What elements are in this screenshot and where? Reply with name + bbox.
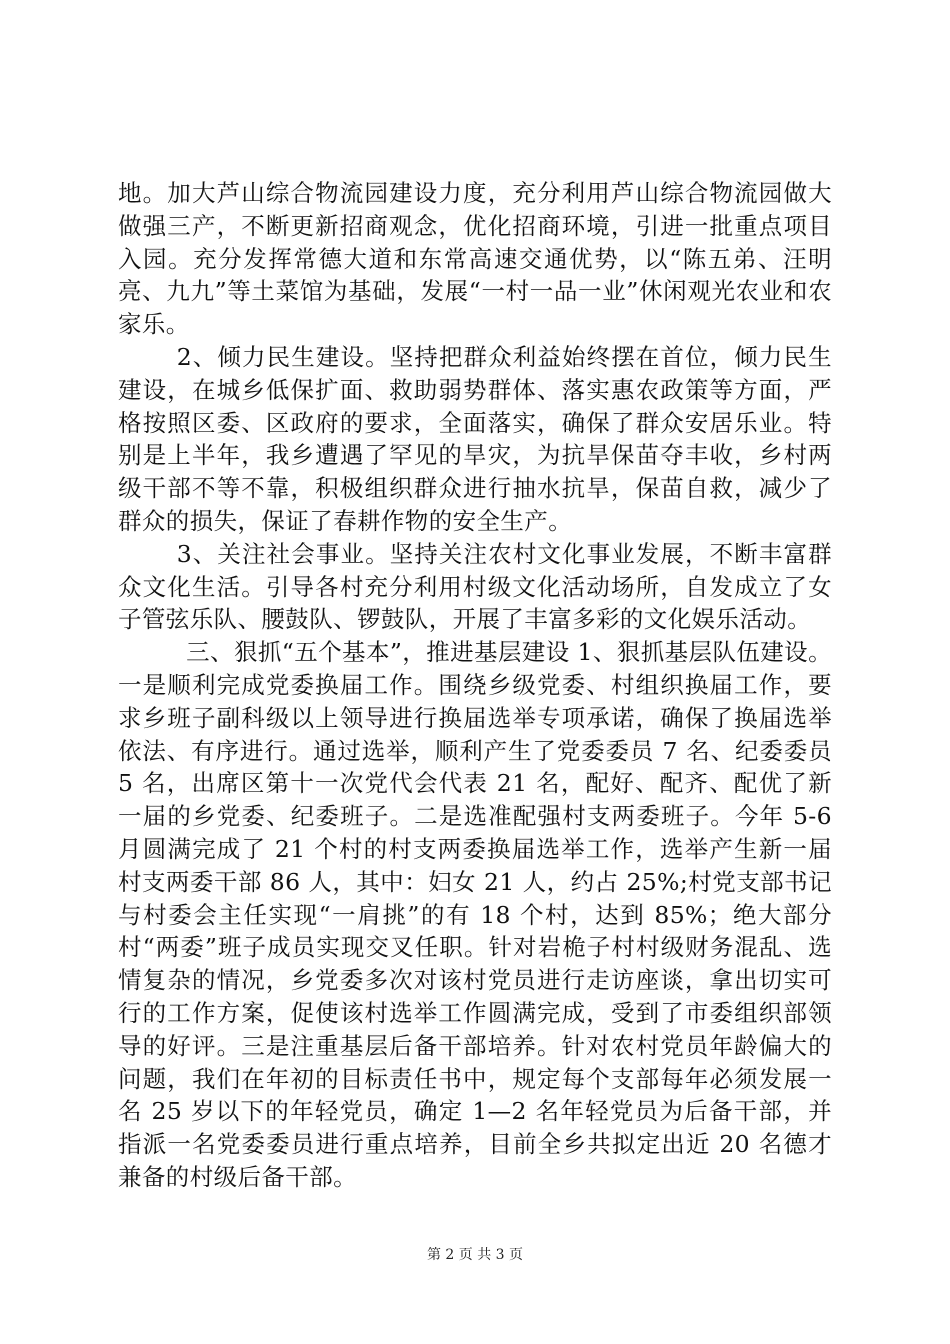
paragraph-continuation: 地。加大芦山综合物流园建设力度，充分利用芦山综合物流园做大做强三产，不断更新招商观念，优化招商环境，引进一批重点项目入园。充分发挥常德大道和东常高速交通优势，以“陈五弟、汪明亮、九九”等土菜馆为基础，发展“一村一品一业”休闲观光农业和农家乐。 [118, 179, 832, 339]
page-footer [0, 1246, 950, 1264]
paragraph-social-affairs: 3、关注社会事业。坚持关注农村文化事业发展，不断丰富群众文化生活。引导各村充分利用村级文化活动场所，自发成立了女子管弦乐队、腰鼓队、锣鼓队，开展了丰富多彩的文化娱乐活动。 [118, 539, 832, 634]
document-body [118, 177, 832, 1194]
paragraph-grassroots: 三、狠抓“五个基本”，推进基层建设 1、狠抓基层队伍建设。一是顺利完成党委换届工作。围绕乡级党委、村组织换届工作，要求乡班子副科级以上领导进行换届选举专项承诺，确保了换届选举依法、有序进行。通过选举，顺利产生了党委委员 7 名、纪委委员 5 名，出席区第十一次党代会代表 21 名，配好、配齐、配优了新一届的乡党委、纪委班子。二是选准配强村支两委班子。今年 5-6 月圆满完成了 21 个村的村支两委换届选举工作，选举产生新一届村支两委干部 86 人，其中：妇女 21 人，约占 25%;村党支部书记与村委会主任实现“一肩挑”的有 18 个村，达到 85%；绝大部分村“两委”班子成员实现交叉任职。针对岩桅子村村级财务混乱、选情复杂的情况，乡党委多次对该村党员进行走访座谈，拿出切实可行的工作方案，促使该村选举工作圆满完成，受到了市委组织部领导的好评。三是注重基层后备干部培养。针对农村党员年龄偏大的问题，我们在年初的目标责任书中，规定每个支部每年必须发展一名 25 岁以下的年轻党员，确定 1—2 名年轻党员为后备干部，并指派一名党委委员进行重点培养，目前全乡共拟定出近 20 名德才兼备的村级后备干部。 [118, 638, 832, 1191]
paragraph-livelihood: 2、倾力民生建设。坚持把群众利益始终摆在首位，倾力民生建设，在城乡低保扩面、救助弱势群体、落实惠农政策等方面，严格按照区委、区政府的要求，全面落实，确保了群众安居乐业。特别是上半年，我乡遭遇了罕见的旱灾，为抗旱保苗夺丰收，乡村两级干部不等不靠，积极组织群众进行抽水抗旱，保苗自救，减少了群众的损失，保证了春耕作物的安全生产。 [118, 342, 832, 535]
page-number: 第 2 页 共 3 页 [426, 1247, 524, 1263]
